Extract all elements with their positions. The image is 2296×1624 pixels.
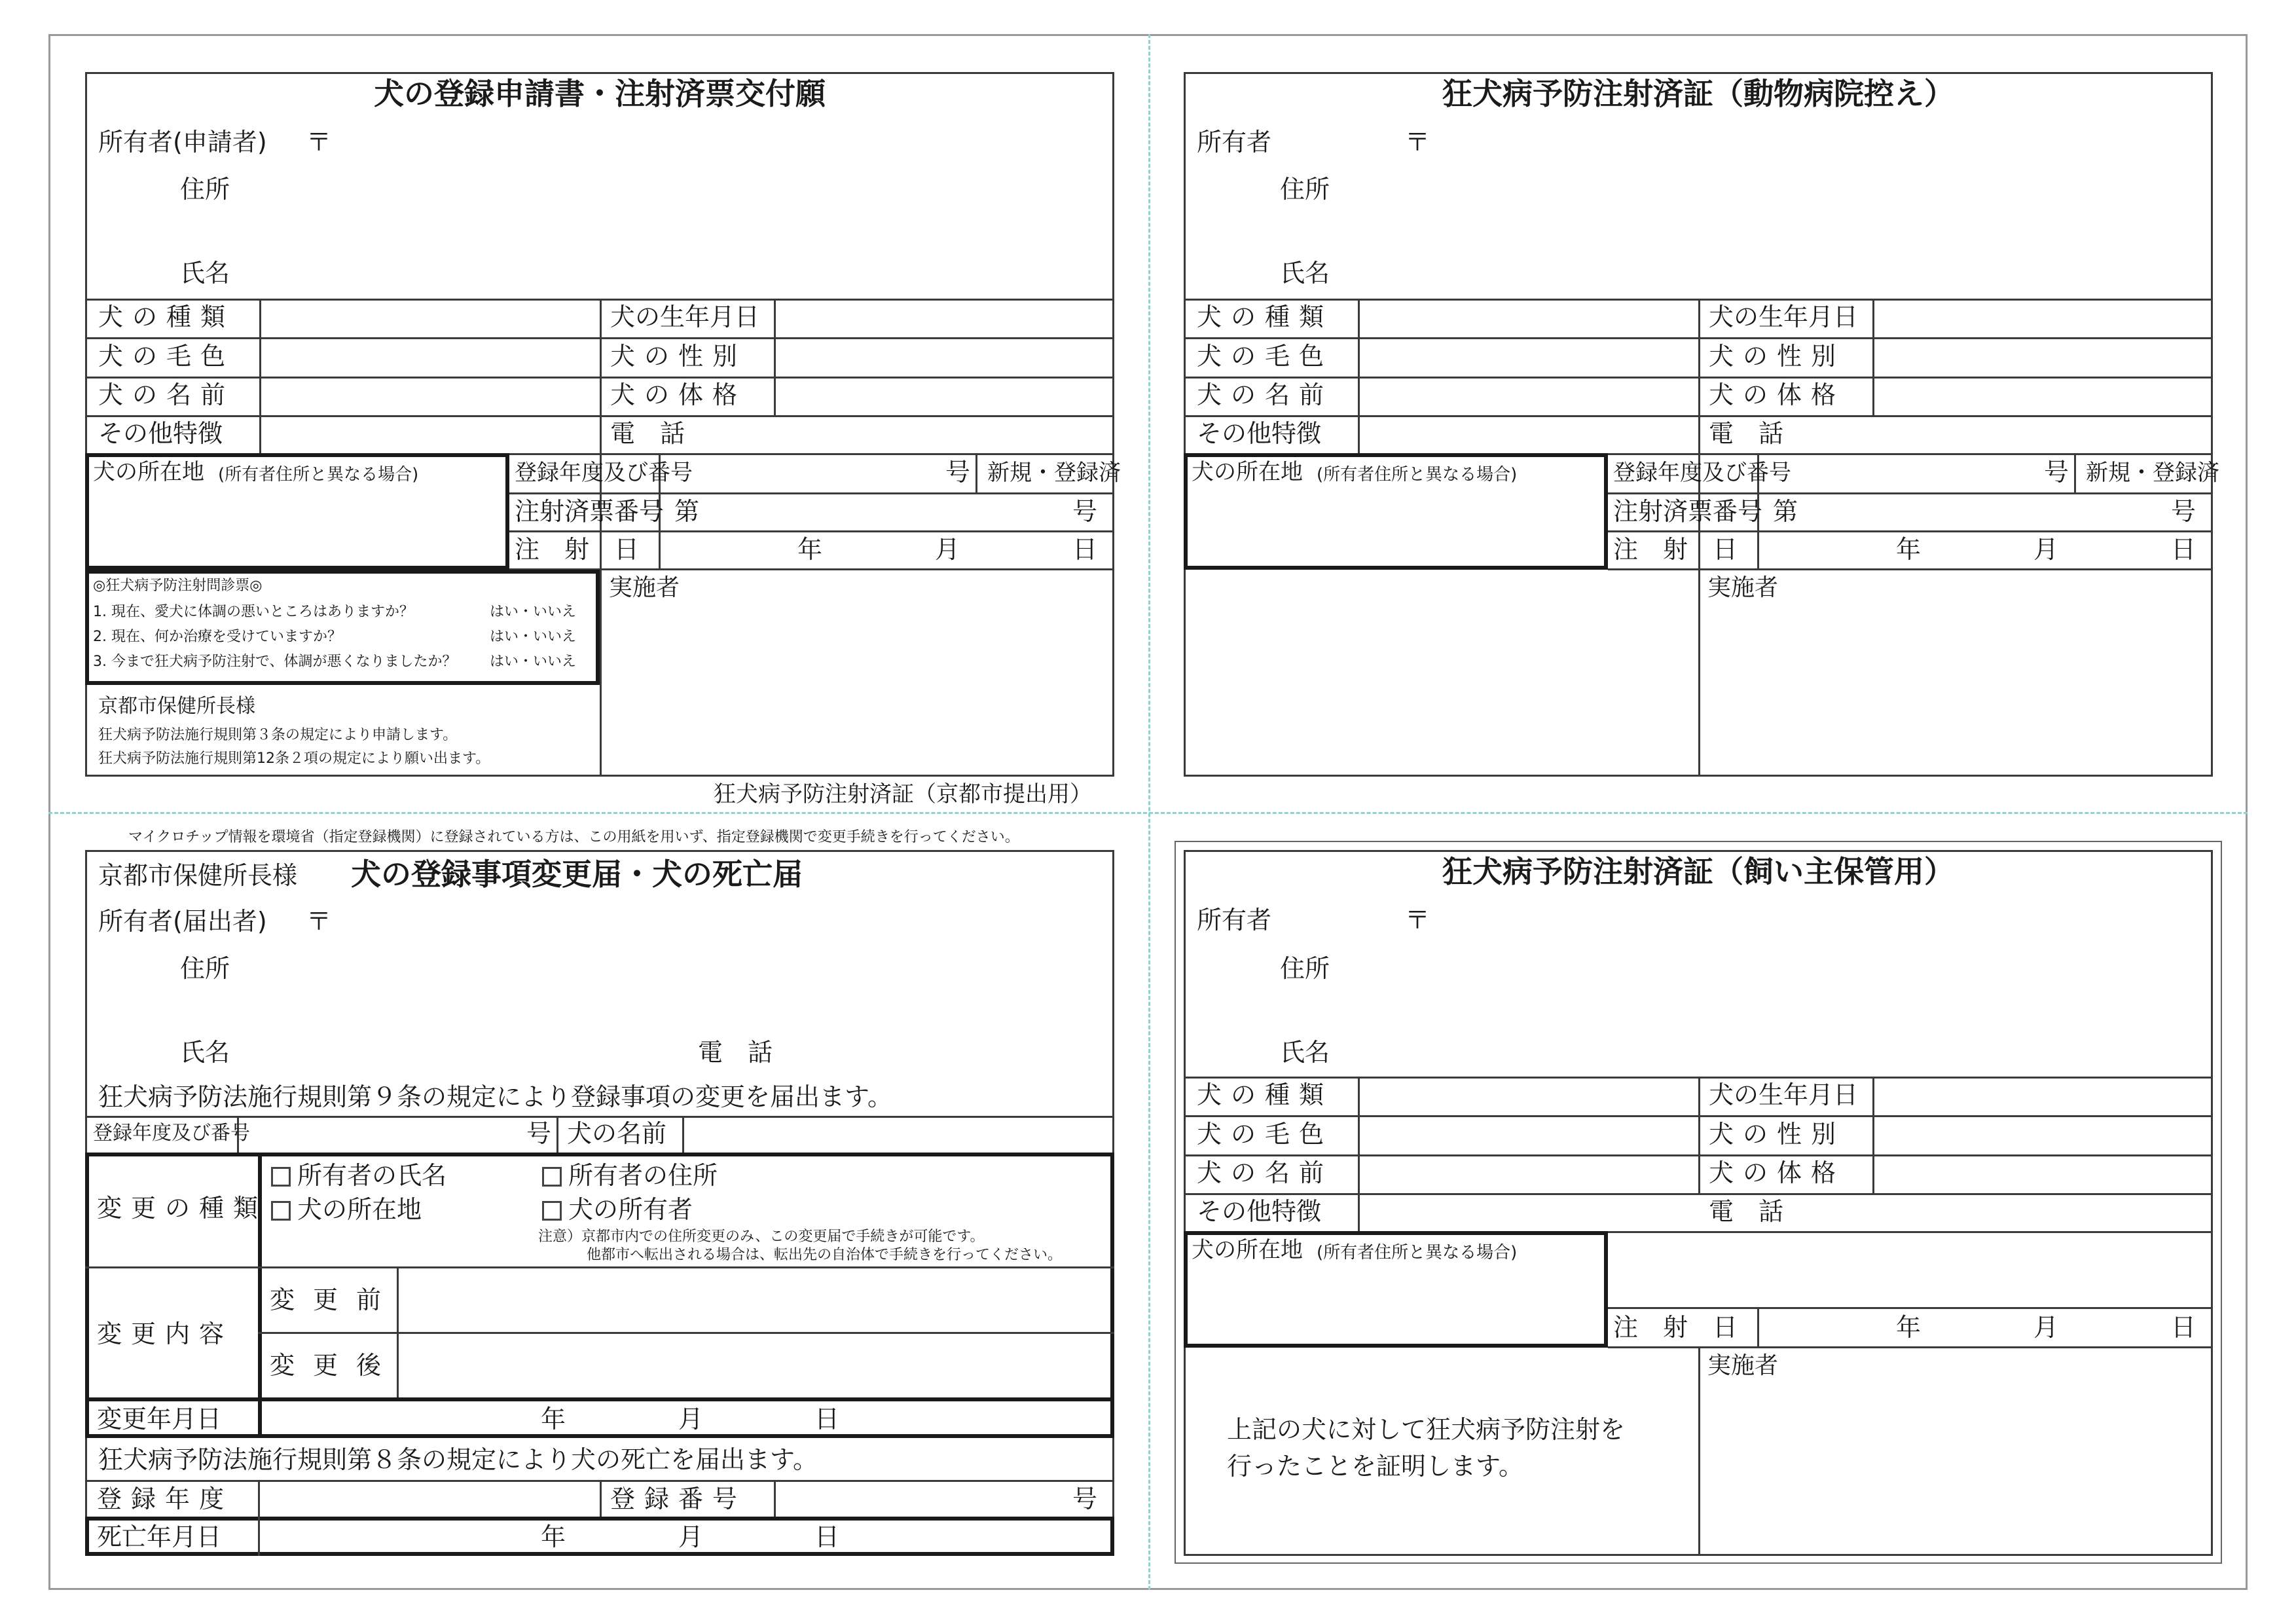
addressee: 京都市保健所長様 [98, 695, 255, 718]
change-note-2: 他都市へ転出される場合は、転出先の自治体で手続きを行ってください。 [587, 1247, 1063, 1263]
change-note-1: 注意）京都市内での住所変更のみ、この変更届で手続きが可能です。 [538, 1228, 985, 1245]
option-dog-location[interactable]: 犬の所在地 [271, 1197, 422, 1222]
death-declaration: 狂犬病予防法施行規則第８条の規定により犬の死亡を届出ます。 [98, 1445, 818, 1474]
vet-postal-mark: 〒 [1405, 128, 1430, 157]
vet-color-label: 犬の毛色 [1197, 342, 1334, 371]
name-label: 氏名 [180, 259, 230, 287]
birth-label: 犬の生年月日 [610, 303, 760, 331]
reg-year-label: 登録年度 [97, 1485, 234, 1513]
vet-new-registered: 新規・登録済 [2086, 460, 2219, 486]
location-label: 犬の所在地 [93, 459, 204, 485]
tag-suffix: 号 [1072, 497, 1098, 526]
color-label: 犬の毛色 [98, 342, 235, 371]
oc-sex-label: 犬の性別 [1709, 1120, 1846, 1149]
checkbox-dog-owner[interactable] [542, 1201, 562, 1221]
change-declaration: 狂犬病予防法施行規則第９条の規定により登録事項の変更を届出ます。 [98, 1082, 892, 1111]
vet-performer-label: 実施者 [1707, 574, 1779, 601]
death-day: 日 [814, 1522, 840, 1551]
sex-label: 犬の性別 [610, 342, 747, 371]
vet-location-label: 犬の所在地 [1192, 459, 1303, 485]
vet-size-label: 犬の体格 [1709, 380, 1846, 409]
vet-copy-title: 狂犬病予防注射済証（動物病院控え） [1442, 76, 1954, 111]
vet-tag-suffix: 号 [2171, 497, 2196, 526]
oc-owner-label: 所有者 [1197, 906, 1272, 934]
vet-reg-no-suffix: 号 [2044, 458, 2069, 487]
certify-line-1: 上記の犬に対して狂犬病予防注射を [1227, 1415, 1626, 1444]
change-title: 犬の登録事項変更届・犬の死亡届 [351, 857, 803, 892]
vet-inject-month: 月 [2033, 535, 2059, 564]
after-label: 変更後 [270, 1351, 400, 1380]
tag-no-label: 注射済票番号 [515, 497, 665, 526]
death-year: 年 [541, 1522, 566, 1551]
answer-2: はい・いいえ [490, 629, 577, 645]
vet-dog-name-label: 犬の名前 [1197, 380, 1334, 409]
oc-breed-label: 犬の種類 [1197, 1080, 1334, 1109]
option-dog-owner[interactable]: 犬の所有者 [542, 1197, 693, 1222]
submission-caption: 狂犬病予防注射済証（京都市提出用） [714, 781, 1092, 807]
checkbox-owner-address[interactable] [542, 1167, 562, 1187]
registration-title: 犬の登録申請書・注射済票交付願 [374, 76, 826, 111]
oc-size-label: 犬の体格 [1709, 1158, 1846, 1187]
vet-birth-label: 犬の生年月日 [1709, 303, 1859, 331]
vet-tag-prefix: 第 [1773, 497, 1798, 526]
oc-inject-date-label: 注 射 日 [1613, 1313, 1738, 1342]
dog-name-label: 犬の名前 [98, 380, 235, 409]
microchip-notice: マイクロチップ情報を環境省（指定登録機関）に登録されている方は、この用紙を用いず、指定登録機関で変更手続きを行ってください。 [128, 829, 1019, 845]
declaration-1: 狂犬病予防法施行規則第３条の規定により申請します。 [98, 727, 458, 743]
change-reg-suffix: 号 [526, 1119, 552, 1148]
address-label: 住所 [180, 175, 230, 204]
oc-performer-label: 実施者 [1707, 1352, 1779, 1379]
inject-year: 年 [797, 535, 823, 564]
vet-features-label: その他特徴 [1197, 419, 1322, 448]
death-date-box [85, 1517, 1114, 1556]
reg-number-suffix: 号 [1072, 1485, 1098, 1513]
change-owner-label: 所有者(届出者) [98, 907, 267, 936]
features-label: その他特徴 [98, 419, 223, 448]
oc-postal-mark: 〒 [1405, 906, 1430, 934]
vet-reg-no-label: 登録年度及び番号 [1613, 460, 1791, 486]
vet-inject-date-label: 注 射 日 [1613, 535, 1738, 564]
oc-name-label: 氏名 [1280, 1038, 1330, 1067]
vet-location-note: (所有者住所と異なる場合) [1317, 465, 1518, 485]
new-registered: 新規・登録済 [987, 460, 1121, 486]
inject-month: 月 [935, 535, 960, 564]
death-month: 月 [678, 1522, 704, 1551]
declaration-2: 狂犬病予防法施行規則第12条２項の規定により願い出ます。 [98, 750, 490, 767]
change-year: 年 [541, 1405, 566, 1433]
change-day: 日 [814, 1405, 840, 1433]
oc-address-label: 住所 [1280, 954, 1330, 983]
change-name-label: 氏名 [180, 1038, 230, 1067]
option-owner-name[interactable]: 所有者の氏名 [271, 1163, 446, 1188]
vet-sex-label: 犬の性別 [1709, 342, 1846, 371]
checkbox-dog-location[interactable] [271, 1201, 291, 1221]
size-label: 犬の体格 [610, 380, 747, 409]
vet-inject-day: 日 [2171, 535, 2196, 564]
answer-1: はい・いいえ [490, 604, 577, 620]
vet-tag-no-label: 注射済票番号 [1613, 497, 1763, 526]
change-addressee: 京都市保健所長様 [98, 861, 298, 890]
option-owner-address[interactable]: 所有者の住所 [542, 1163, 718, 1188]
oc-features-label: その他特徴 [1197, 1197, 1322, 1226]
oc-color-label: 犬の毛色 [1197, 1120, 1334, 1149]
horizontal-cut-line [48, 812, 2248, 814]
change-content-label: 変更内容 [97, 1320, 234, 1348]
performer-label: 実施者 [609, 574, 680, 601]
change-date-label: 変更年月日 [97, 1405, 222, 1433]
reg-no-suffix: 号 [945, 458, 971, 487]
change-type-label: 変更の種類 [97, 1194, 268, 1223]
reg-no-label: 登録年度及び番号 [515, 460, 693, 486]
checkbox-owner-name[interactable] [271, 1167, 291, 1187]
inject-day: 日 [1072, 535, 1098, 564]
oc-inject-day: 日 [2171, 1313, 2196, 1342]
oc-inject-month: 月 [2033, 1313, 2059, 1342]
vet-inject-year: 年 [1896, 535, 1922, 564]
vet-name-label: 氏名 [1280, 259, 1330, 287]
change-postal-mark: 〒 [306, 907, 332, 936]
vet-breed-label: 犬の種類 [1197, 303, 1334, 331]
location-note: (所有者住所と異なる場合) [218, 465, 419, 485]
vet-address-label: 住所 [1280, 175, 1330, 204]
before-label: 変更前 [270, 1285, 400, 1314]
oc-location-note: (所有者住所と異なる場合) [1317, 1243, 1518, 1263]
question-1: 1. 現在、愛犬に体調の悪いところはありますか？ [93, 604, 414, 620]
inject-date-label: 注 射 日 [515, 535, 640, 564]
certify-line-2: 行ったことを証明します。 [1227, 1452, 1523, 1481]
reg-number-label: 登録番号 [610, 1485, 747, 1513]
tag-prefix: 第 [674, 497, 700, 526]
phone-label: 電 話 [610, 419, 685, 448]
vet-phone-label: 電 話 [1709, 419, 1784, 448]
change-dog-name-label: 犬の名前 [567, 1119, 667, 1148]
change-address-label: 住所 [180, 954, 230, 983]
death-date-label: 死亡年月日 [97, 1522, 222, 1551]
owner-copy-title: 狂犬病予防注射済証（飼い主保管用） [1442, 854, 1954, 889]
oc-location-label: 犬の所在地 [1192, 1237, 1303, 1263]
oc-phone-label: 電 話 [1709, 1197, 1784, 1226]
questionnaire-title: ◎狂犬病予防注射問診票◎ [93, 578, 263, 594]
answer-3: はい・いいえ [490, 654, 577, 670]
oc-birth-label: 犬の生年月日 [1709, 1080, 1859, 1109]
postal-mark: 〒 [306, 128, 332, 157]
change-phone-label: 電 話 [698, 1038, 773, 1067]
owner-label: 所有者(申請者) [98, 128, 267, 157]
vet-owner-label: 所有者 [1197, 128, 1272, 157]
oc-dog-name-label: 犬の名前 [1197, 1158, 1334, 1187]
oc-inject-year: 年 [1896, 1313, 1922, 1342]
change-reg-label: 登録年度及び番号 [93, 1122, 250, 1145]
breed-label: 犬の種類 [98, 303, 235, 331]
question-3: 3. 今まで狂犬病予防注射で、体調が悪くなりましたか？ [93, 654, 457, 670]
change-month: 月 [678, 1405, 704, 1433]
question-2: 2. 現在、何か治療を受けていますか？ [93, 629, 342, 645]
